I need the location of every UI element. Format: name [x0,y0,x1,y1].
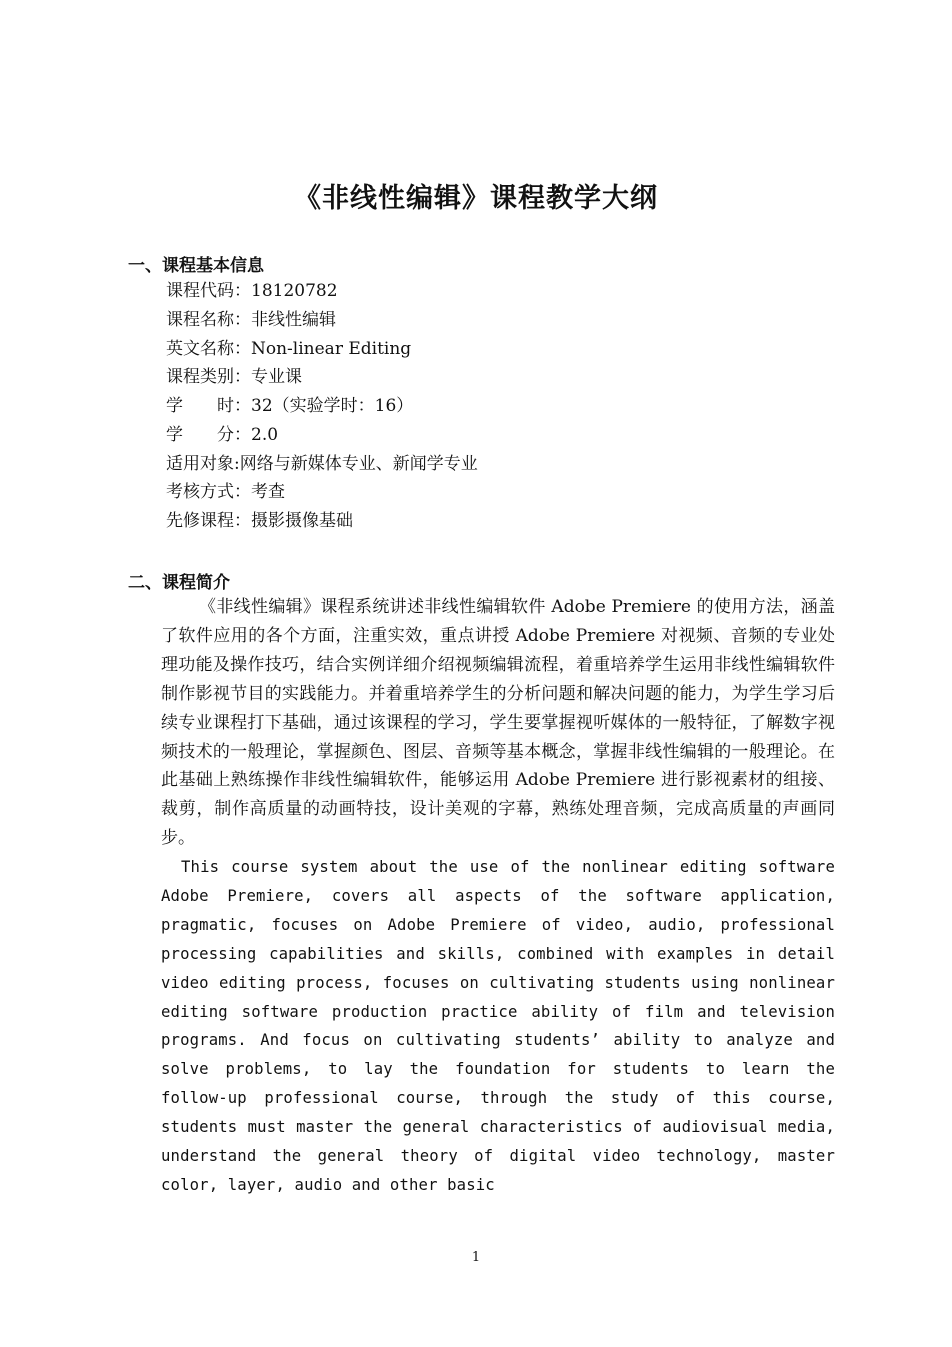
document-title: 《非线性编辑》课程教学大纲 [294,183,658,214]
info-value: 2.0 [251,424,279,445]
section-heading-basic-info: 一、课程基本信息 [128,256,264,276]
info-item-assessment [166,478,866,507]
info-label: 课程名称： [166,309,251,330]
info-item-audience [166,450,866,479]
info-label: 先修课程： [166,511,251,531]
info-value: 非线性编辑 [251,309,336,330]
course-intro-chinese: 《非线性编辑》课程系统讲述非线性编辑软件 Adobe Premiere 的使用方法，涵盖了软件应用的各个方面，注重实效，重点讲授 Adobe Premiere 对视频、音频的专业处理功能及操作技巧，结合实例详细介绍视频编辑流程，着重培养学生运用非线性编辑软件制作影视节目的实践能力。并着重培养学生的分析问题和解决问题的能力，为学生学习后续专业课程打下基础，通过该课程的学习，学生要掌握视听媒体的一般特征，了解数字视频技术的一般理论，掌握颜色、图层、音频等基本概念，掌握非线性编辑的一般理论。在此基础上熟练操作非线性编辑软件，能够运用 Adobe Premiere 进行影视素材的组接、裁剪，制作高质量的动画特技，设计美观的字幕，熟练处理音频，完成高质量的声画同步。 [161,597,835,849]
info-label: 考核方式： [166,482,251,503]
info-label: 英文名称： [166,338,251,359]
info-item-credits [166,421,866,450]
info-item-course-name [166,306,866,335]
info-label: 适用对象: [166,453,240,474]
info-label: 课程类别： [166,367,251,388]
info-value: 摄影摄像基础 [251,511,353,531]
info-value: 考查 [251,482,285,503]
info-value: 18120782 [251,281,338,301]
info-value: Non-linear Editing [251,338,412,359]
info-value: 网络与新媒体专业、新闻学专业 [239,453,478,474]
course-info-list [166,277,866,536]
page-number: 1 [471,1250,481,1265]
section-heading-course-intro: 二、课程简介 [128,573,230,593]
info-label: 学 时： [166,396,251,416]
info-item-english-name [166,335,866,364]
info-value: 专业课 [251,367,302,388]
info-value: 32（实验学时：16） [251,396,414,416]
course-intro-english: This course system about the use of the nonlinear editing software Adobe Premiere, covers all aspects of the software application, pragmatic, focuses on Adobe Premiere of video, audio, professional processing capabilities and skills, combined with examples in detail video editing process, focuses on cultivating students using nonlinear editing software production practice ability of film and television programs. And focus on cultivating students’ ability to analyze and solve problems, to lay the foundation for students to learn the follow-up professional course, through the study of this course, students must master the general characteristics of audiovisual media, understand the general theory of digital video technology, master color, layer, audio and other basic [161,858,835,1194]
info-item-prerequisites [166,507,866,536]
info-label: 课程代码： [166,281,251,301]
info-item-hours [166,392,866,421]
info-label: 学 分： [166,424,251,445]
info-item-course-code [166,277,866,306]
info-item-course-type [166,363,866,392]
